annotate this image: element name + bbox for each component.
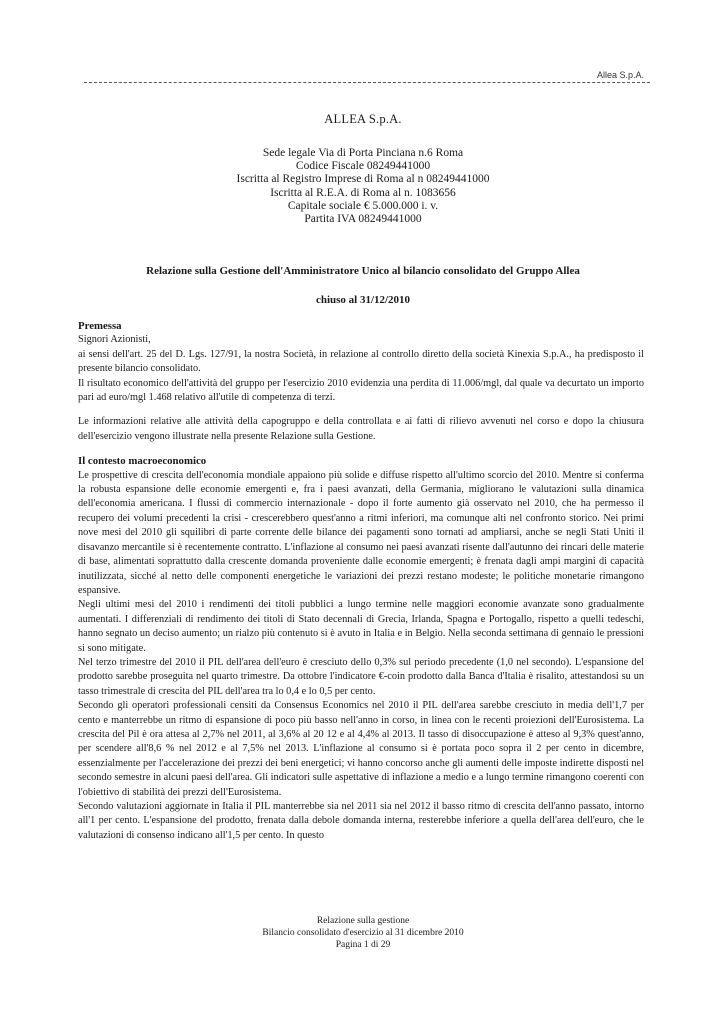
contesto-paragraph: Secondo gli operatori professionali censiti da Consensus Economics nel 2010 il PIL dell'area sarebbe cresciuto in media dell'1,7 per cento e manterrebbe un ritmo di espansione di poco più basso nell'anno in corso, in linea con le recenti proiezioni dell'Eurosistema. La crescita del Pil è ora attesa al 2,7% nel 2011, al 3,6% al 20 12 e al 4,4% al 2013. Il tasso di disoccupazione è atteso al 9,3% quest'anno, per scendere all'8,6 % nel 2012 e al 7,5% nel 2013. L'inflazione al consumo si è portata poco sopra il 2 per cento in dicembre, essenzialmente per l'accelerazione dei prezzi dei beni energetici; vi hanno concorso anche gli aumenti delle imposte indirette disposti nel secondo semestre in alcuni paesi dell'area. Gli indicatori sulle aspettative di inflazione a medio e a lungo termine rimangono coerenti con l'obiettivo di stabilità dei prezzi dell'Eurosistema. [78, 700, 644, 798]
premessa-paragraph: Le informazioni relative alle attività della capogruppo e della controllata e ai fatti di rilievo avvenuti nel corso e dopo la chiusura dell'esercizio vengono illustrate nella presente Relazione sulla Gestione. [78, 416, 644, 442]
company-name: ALLEA S.p.A. [324, 112, 402, 126]
contesto-paragraph: Negli ultimi mesi del 2010 i rendimenti dei titoli pubblici a lungo termine nelle maggiori economie avanzate sono gradualmente aumentati. I differenziali di rendimento dei titoli di Stato decennali di Grecia, Irlanda, Spagna e Portogallo, rispetto a quelli tedeschi, hanno segnato un deciso aumento; un rialzo più contenuto si è avuto in Italia e in Belgio. Nella seconda settimana di gennaio le pressioni si sono mitigate. [78, 599, 644, 654]
page-footer [0, 915, 726, 951]
spacer [78, 405, 644, 415]
company-address: Sede legale Via di Porta Pinciana n.6 Roma [262, 147, 464, 159]
footer-title: Relazione sulla gestione [316, 916, 410, 926]
contesto-heading: Il contesto macroeconomico [78, 455, 207, 468]
spacer [78, 444, 644, 454]
page-number: Pagina 1 di 29 [335, 940, 391, 950]
running-head: Allea S.p.A. [596, 70, 644, 80]
premessa-paragraph: ai sensi dell'art. 25 del D. Lgs. 127/91, la nostra Società, in relazione al controllo diretto della società Kinexia S.p.A., ha predisposto il presente bilancio consolidato. [78, 348, 644, 375]
report-date: chiuso al 31/12/2010 [315, 294, 411, 306]
company-vat: Partita IVA 08249441000 [304, 213, 422, 226]
contesto-paragraph: Le prospettive di crescita dell'economia mondiale appaiono più solide e diffuse rispetto all'ultimo scorcio del 2010. Mentre si conferma la robusta espansione delle economie emergenti e, fra i paesi avanzati, della Germania, migliorano le valutazioni sulla dinamica dell'economia americana. I flussi di commercio internazionale - dopo il forte aumento già osservato nel 2010, che ha permesso il recupero dei volumi precedenti la crisi - crescerebbero quest'anno a ritmi inferiori, ma comunque alti nel confronto storico. Nei primi nove mesi del 2010 gli squilibri di parte corrente delle bilance dei pagamenti sono tornati ad ampliarsi, anche se negli Stati Uniti il disavanzo mercantile si è recentemente contratto. L'inflazione al consumo nei paesi avanzati risente dall'autunno dei rincari delle materie di base, alimentati soprattutto dalla crescente domanda proveniente dalle economie emergenti; è frenata dagli ampi margini di capacità inutilizzata, sicché al netto delle componenti energetiche le variazioni dei prezzi restano modeste; le politiche monetarie rimangono espansive. [78, 469, 644, 596]
footer-subtitle: Bilancio consolidato d'esercizio al 31 dicembre 2010 [262, 928, 464, 938]
company-block [0, 112, 726, 226]
company-rea: Iscritta al R.E.A. di Roma al n. 1083656 [270, 186, 456, 199]
company-tax-code: Codice Fiscale 08249441000 [295, 160, 431, 173]
salutation: Signori Azionisti, [78, 334, 151, 346]
contesto-paragraph: Secondo valutazioni aggiornate in Italia il PIL manterrebbe sia nel 2011 sia nel 2012 il basso ritmo di crescita dell'anno passato, intorno all'1 per cento. L'espansione del prodotto, frenata dalla debole domanda interna, resterebbe inferiore a quella dell'area dell'euro, che le valutazioni di consenso indicano all'1,5 per cento. In questo [78, 801, 644, 841]
contesto-paragraph: Nel terzo trimestre del 2010 il PIL dell'area dell'euro è cresciuto dello 0,3% sul periodo precedente (1,0 nel secondo). L'espansione del prodotto sarebbe proseguita nel quarto trimestre. Da ottobre l'indicatore €-coin prodotto dalla Banca d'Italia è risalito, attestandosi su un tasso trimestrale di crescita del PIL dell'area tra lo 0,4 e lo 0,5 per cento. [78, 656, 644, 697]
premessa-heading: Premessa [78, 320, 122, 332]
company-capital: Capitale sociale € 5.000.000 i. v. [287, 199, 439, 212]
header-rule [84, 82, 650, 83]
report-title: Relazione sulla Gestione dell'Amministratore Unico al bilancio consolidato del Gruppo Allea [146, 265, 580, 277]
company-registry: Iscritta al Registro Imprese di Roma al n 08249441000 [236, 173, 490, 186]
document-body [78, 319, 644, 843]
premessa-paragraph: Il risultato economico dell'attività del gruppo per l'esercizio 2010 evidenzia una perdita di 11.006/mgl, dal quale va decurtato un importo pari ad euro/mgl 1.468 relativo all'utile di competenza di terzi. [78, 377, 644, 404]
